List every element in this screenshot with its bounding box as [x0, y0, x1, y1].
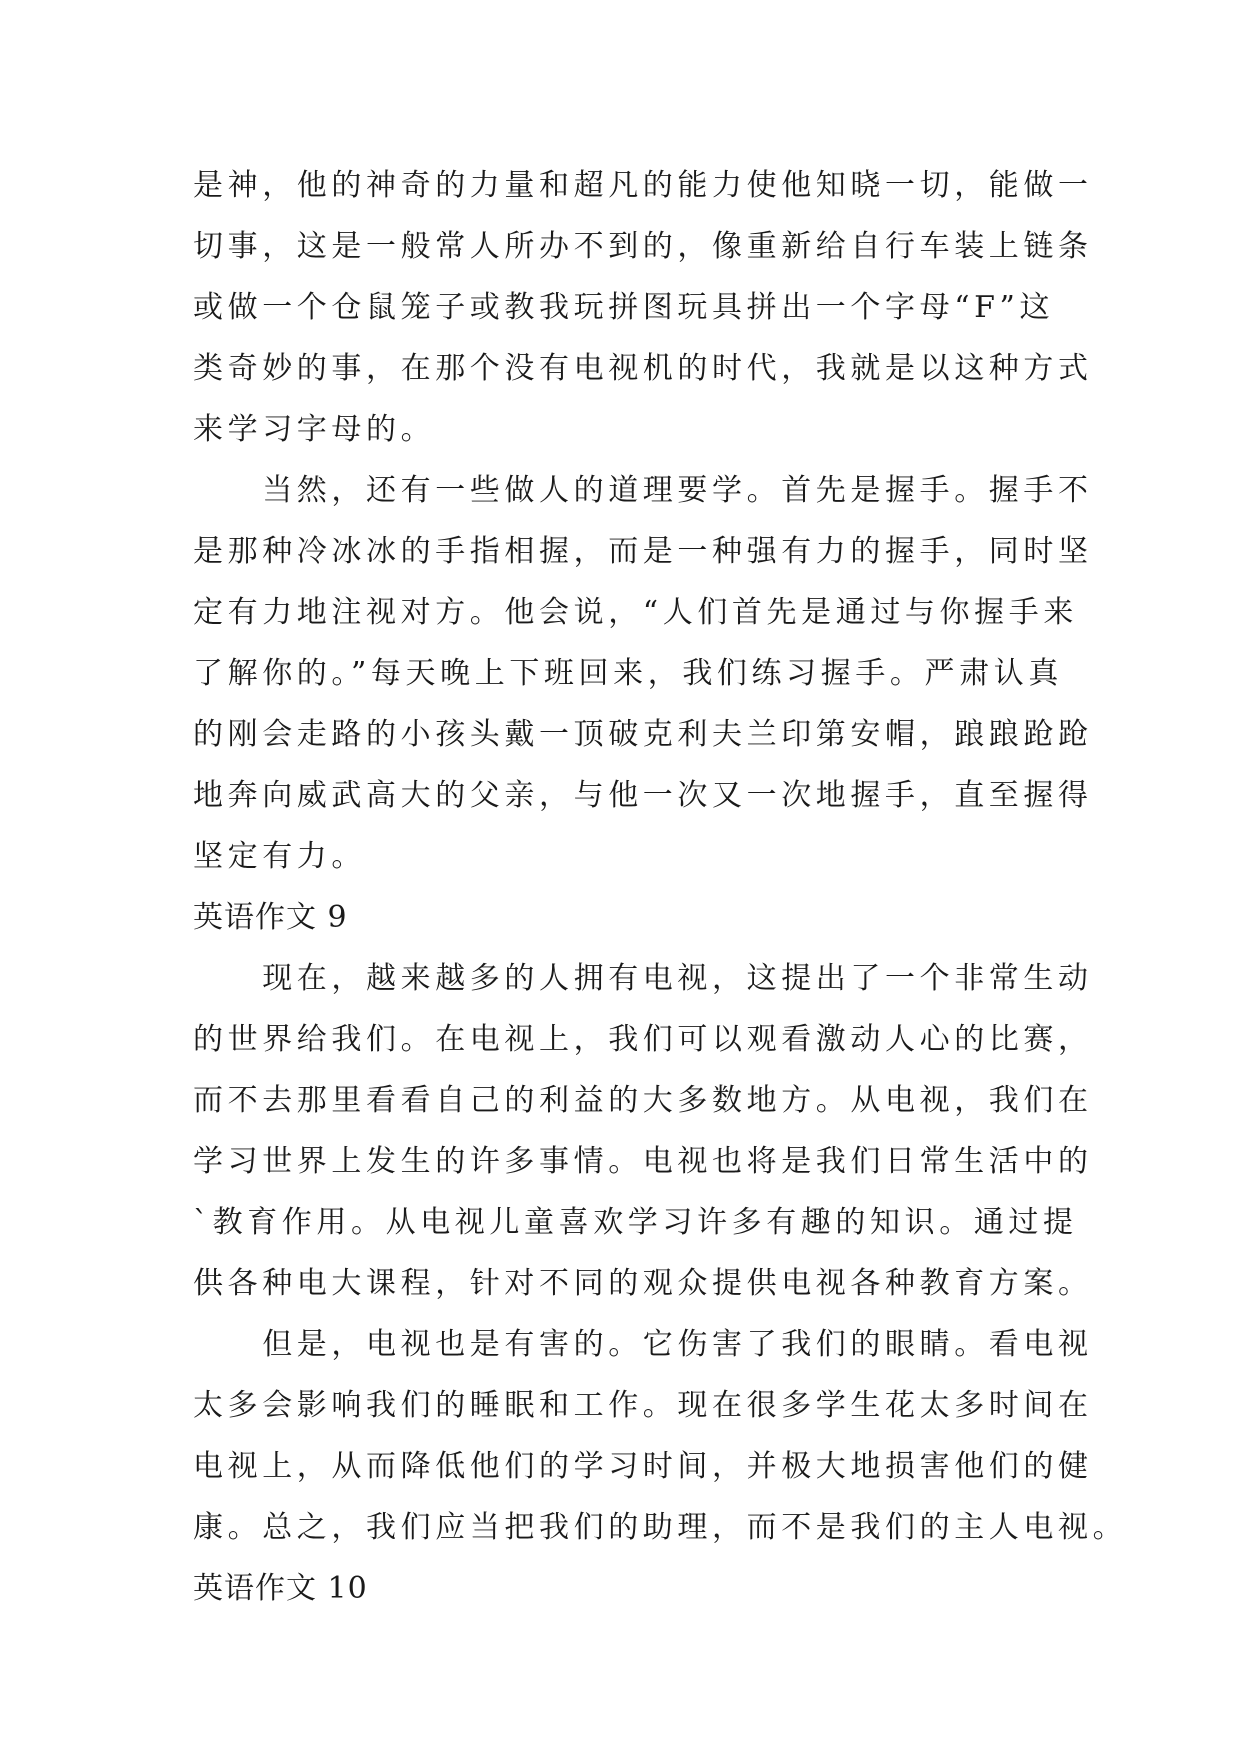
- paragraph-line: 的世界给我们。在电视上，我们可以观看激动人心的比赛，: [193, 1022, 1093, 1057]
- paragraph-line: 是那种冷冰冰的手指相握，而是一种强有力的握手，同时坚: [193, 534, 1093, 569]
- section-heading: 英语作文 9: [193, 900, 348, 935]
- paragraph-line: 地奔向威武高大的父亲，与他一次又一次地握手，直至握得: [193, 778, 1093, 813]
- paragraph-line: 类奇妙的事，在那个没有电视机的时代，我就是以这种方式: [193, 351, 1093, 386]
- paragraph-line: 康。总之，我们应当把我们的助理，而不是我们的主人电视。: [193, 1510, 1128, 1545]
- paragraph-line: 当然，还有一些做人的道理要学。首先是握手。握手不: [193, 473, 1093, 508]
- paragraph-line: `教育作用。从电视儿童喜欢学习许多有趣的知识。通过提: [193, 1205, 1078, 1240]
- paragraph-line: 学习世界上发生的许多事情。电视也将是我们日常生活中的: [193, 1144, 1093, 1179]
- paragraph-line: 现在，越来越多的人拥有电视，这提出了一个非常生动: [193, 961, 1093, 996]
- paragraph-line: 是神，他的神奇的力量和超凡的能力使他知晓一切，能做一: [193, 168, 1093, 203]
- paragraph-line: 了解你的。”每天晚上下班回来，我们练习握手。严肃认真: [193, 656, 1063, 691]
- paragraph-line: 电视上，从而降低他们的学习时间，并极大地损害他们的健: [193, 1449, 1093, 1484]
- paragraph-line: 来学习字母的。: [193, 412, 436, 447]
- paragraph-line: 定有力地注视对方。他会说，“人们首先是通过与你握手来: [193, 595, 1078, 630]
- paragraph-line: 或做一个仓鼠笼子或教我玩拼图玩具拼出一个字母“F”这: [193, 290, 1055, 325]
- document-page: [193, 155, 1128, 1619]
- paragraph-line: 但是，电视也是有害的。它伤害了我们的眼睛。看电视: [193, 1327, 1093, 1362]
- paragraph-line: 供各种电大课程，针对不同的观众提供电视各种教育方案。: [193, 1266, 1093, 1301]
- paragraph-line: 切事，这是一般常人所办不到的，像重新给自行车装上链条: [193, 229, 1093, 264]
- section-heading: 英语作文 10: [193, 1571, 368, 1606]
- paragraph-line: 的刚会走路的小孩头戴一顶破克利夫兰印第安帽，踉踉跄跄: [193, 717, 1093, 752]
- paragraph-line: 太多会影响我们的睡眠和工作。现在很多学生花太多时间在: [193, 1388, 1093, 1423]
- paragraph-line: 坚定有力。: [193, 839, 366, 874]
- paragraph-line: 而不去那里看看自己的利益的大多数地方。从电视，我们在: [193, 1083, 1093, 1118]
